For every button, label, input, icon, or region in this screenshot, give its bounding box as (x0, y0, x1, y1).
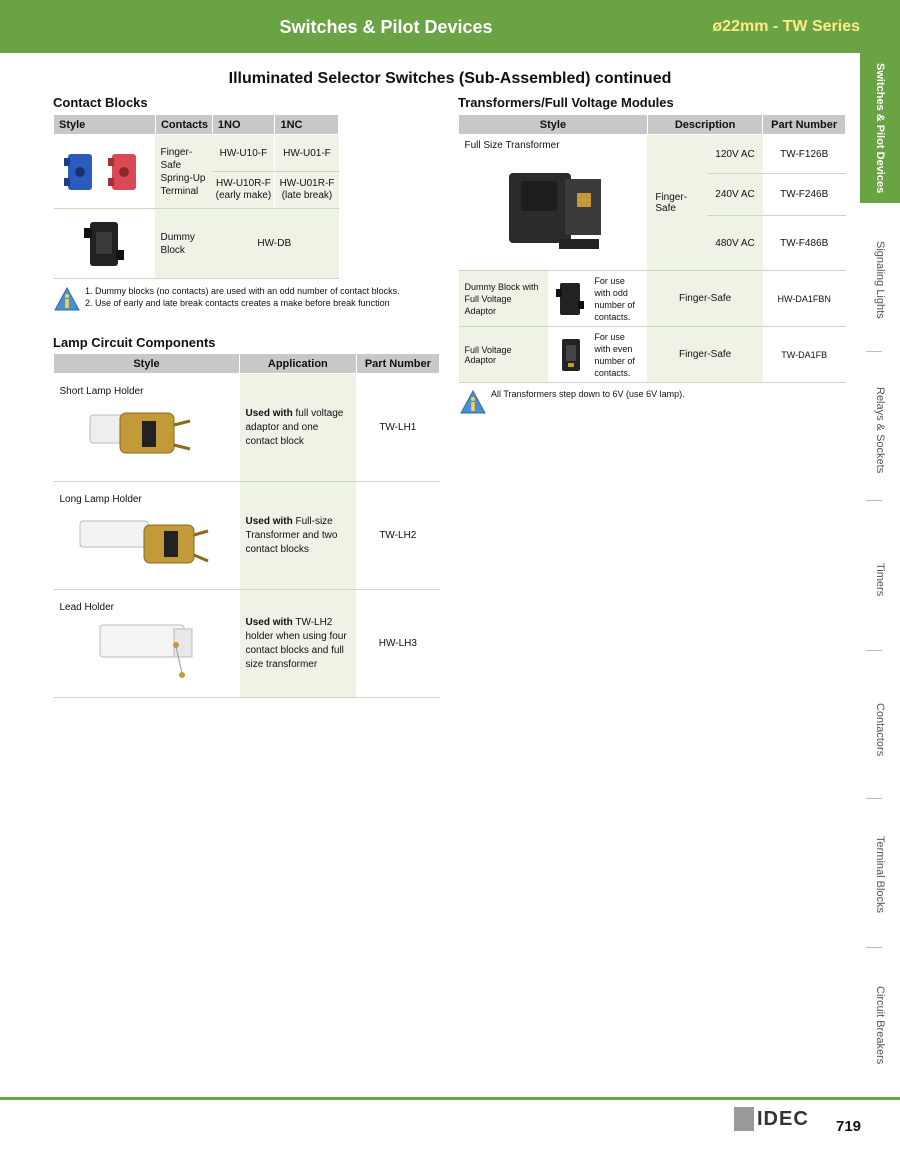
part-number: HW-DB (212, 209, 338, 279)
lamp-application: Used with full voltage adaptor and one contact block (240, 374, 357, 482)
col-header: Part Number (356, 354, 439, 374)
full-size-transformer-image (495, 159, 625, 259)
transformer-style-name: Full Size Transformer (464, 140, 560, 151)
col-header: 1NC (275, 115, 339, 135)
contact-blocks-table (53, 114, 339, 279)
contact-block-image (54, 142, 154, 202)
contact-block-notes (85, 285, 405, 309)
logo-text: IDEC (757, 1107, 809, 1130)
side-tab-signaling[interactable]: Signaling Lights (874, 241, 886, 319)
page-number: 719 (836, 1118, 862, 1135)
info-icon (460, 390, 486, 414)
idec-logo (734, 1107, 809, 1131)
side-tab-contactors[interactable]: Contactors (874, 703, 886, 757)
transformers-table (458, 114, 846, 383)
part-number: HW-DA1FBN (763, 271, 846, 327)
col-header: Contacts (155, 115, 212, 135)
footer-bar (0, 1097, 900, 1100)
transformer-note: All Transformers step down to 6V (use 6V lamp). (491, 389, 685, 399)
lamp-circuit-table (53, 353, 440, 698)
dummy-block-image-cell (54, 209, 156, 279)
voltage: 480V AC (707, 216, 763, 271)
part-number: HW-U01R-F (late break) (275, 172, 339, 209)
part-number: TW-LH1 (356, 374, 439, 482)
dummy-adaptor-cell (548, 271, 647, 327)
full-adaptor-cell (548, 327, 647, 383)
part-number: HW-U10R-F (early make) (212, 172, 275, 209)
header-bar (0, 0, 900, 53)
header-series: ø22mm - TW Series (712, 18, 860, 35)
part-number: TW-LH2 (356, 482, 439, 590)
voltage: 120V AC (707, 135, 763, 174)
part-number: HW-U10-F (212, 135, 275, 172)
description: Finger-Safe (647, 135, 707, 271)
side-tab-breakers[interactable]: Circuit Breakers (874, 985, 886, 1065)
col-header: Part Number (763, 115, 846, 135)
lamp-style-name: Lead Holder (59, 602, 114, 613)
lead-holder-image (84, 617, 234, 687)
description: Finger-Safe (647, 327, 763, 383)
dummy-adaptor-image (548, 279, 594, 319)
lamp-application: Used with TW-LH2 holder when using four contact blocks and full size transformer (240, 590, 357, 698)
logo-mark (734, 1107, 754, 1131)
full-voltage-adaptor-image (548, 335, 594, 375)
transformer-style-name: Dummy Block with Full Voltage Adaptor (459, 271, 549, 327)
transformers-title: Transformers/Full Voltage Modules (458, 95, 674, 110)
lamp-application: Used with Full-size Transformer and two contact blocks (240, 482, 357, 590)
voltage: 240V AC (707, 174, 763, 216)
lamp-style-cell (54, 590, 240, 698)
usage-note: For use with odd number of contacts. (594, 275, 635, 322)
side-tab-timers[interactable]: Timers (874, 563, 886, 597)
long-lamp-holder-image (74, 509, 224, 579)
tab-divider (866, 798, 882, 799)
contact-blocks-title: Contact Blocks (53, 95, 148, 110)
part-number: TW-F486B (763, 216, 846, 271)
contacts-desc: Finger-Safe Spring-Up Terminal (155, 135, 212, 209)
side-tab-relays[interactable]: Relays & Sockets (874, 386, 886, 474)
short-lamp-holder-image (80, 401, 230, 471)
col-header: Style (459, 115, 648, 135)
contacts-desc: Dummy Block (155, 209, 212, 279)
usage-note: For use with even number of contacts. (594, 331, 635, 378)
col-header: Description (647, 115, 763, 135)
side-tab-switches[interactable]: Switches & Pilot Devices (860, 53, 900, 203)
side-tab-terminal[interactable]: Terminal Blocks (874, 836, 886, 914)
part-number: TW-F246B (763, 174, 846, 216)
header-title: Switches & Pilot Devices (279, 17, 493, 37)
part-number: TW-F126B (763, 135, 846, 174)
info-icon (54, 287, 80, 311)
transformer-style-name: Full Voltage Adaptor (459, 327, 549, 383)
tab-divider (866, 351, 882, 352)
tab-divider (866, 650, 882, 651)
part-number: TW-DA1FB (763, 327, 846, 383)
lamp-style-name: Long Lamp Holder (59, 494, 142, 505)
page-title: Illuminated Selector Switches (Sub-Assembled) continued (228, 70, 672, 87)
lamp-style-name: Short Lamp Holder (59, 386, 144, 397)
tab-divider (866, 947, 882, 948)
col-header: Style (54, 115, 156, 135)
col-header: Style (54, 354, 240, 374)
dummy-block-image (54, 214, 154, 274)
lamp-style-cell (54, 482, 240, 590)
lamp-style-cell (54, 374, 240, 482)
transformer-style-cell (459, 135, 648, 271)
col-header: Application (240, 354, 357, 374)
lamp-circuit-title: Lamp Circuit Components (53, 335, 216, 350)
note-item: 2. Use of early and late break contacts creates a make before break function (85, 298, 390, 308)
col-header: 1NO (212, 115, 275, 135)
contact-block-image-cell (54, 135, 156, 209)
part-number: HW-LH3 (356, 590, 439, 698)
tab-divider (866, 500, 882, 501)
part-number: HW-U01-F (275, 135, 339, 172)
description: Finger-Safe (647, 271, 763, 327)
note-item: 1. Dummy blocks (no contacts) are used with an odd number of contact blocks. (85, 286, 400, 296)
